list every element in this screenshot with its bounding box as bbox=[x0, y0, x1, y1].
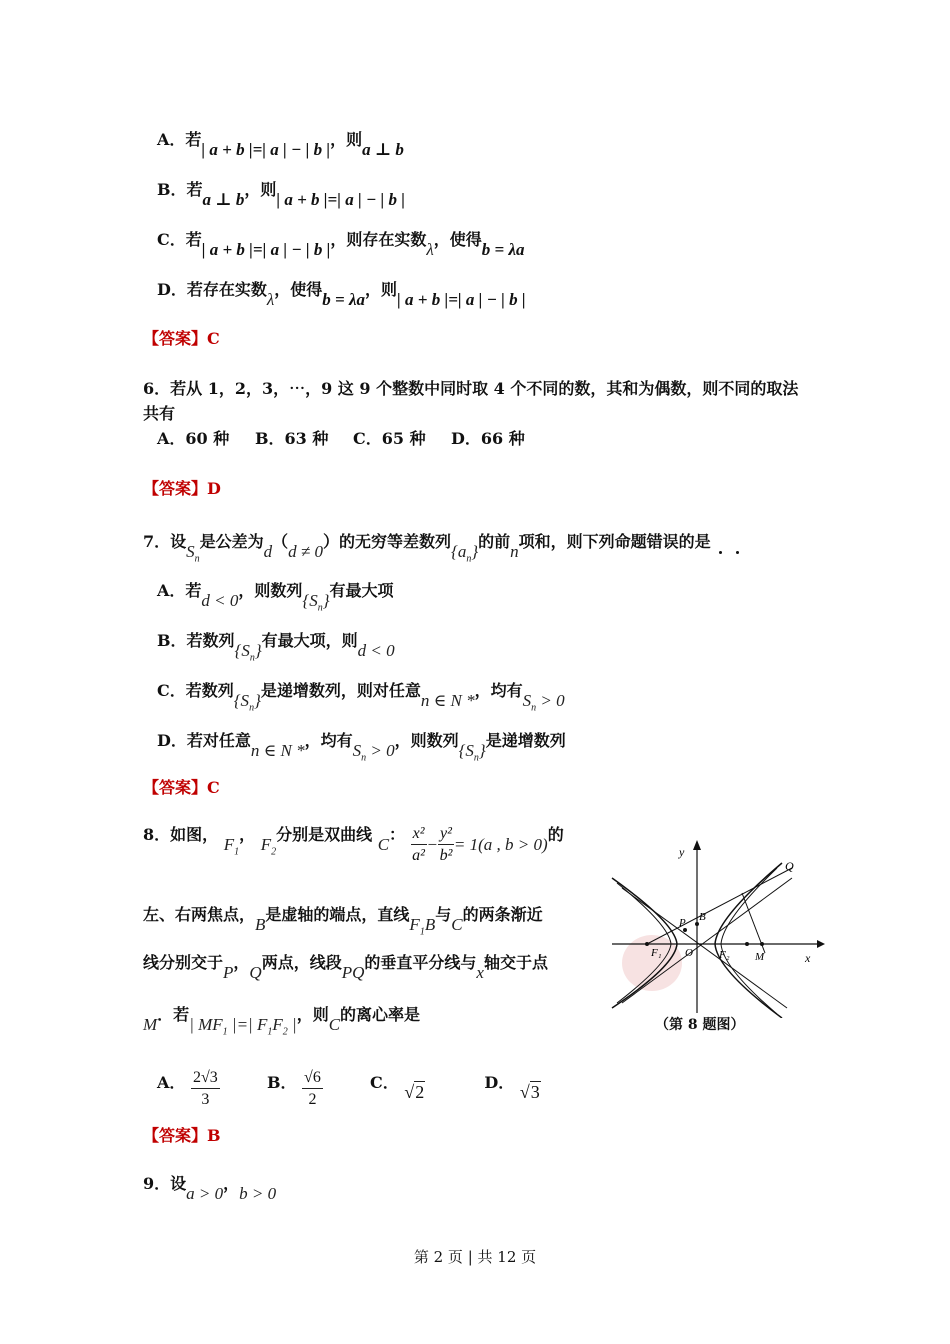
math: PQ bbox=[341, 963, 365, 982]
q8-line1: 8．如图， $F_1$， $F_2$分别是双曲线 C： $\frac{\text{x²}}{\text{a²}}$ − $\frac{\text{y²}}{\text{b²}}$ = 1(a , b > 0)的 bbox=[143, 814, 564, 857]
math: $S_n$ bbox=[186, 542, 200, 565]
math: $\{S_n\}$ bbox=[233, 691, 261, 714]
q5-option-b: B．若a ⊥ b，则| a + b |=| a | − | b | bbox=[157, 180, 406, 209]
q6-option-c: C．65 种 bbox=[353, 429, 426, 448]
math: Q bbox=[249, 963, 262, 982]
math: b = λa bbox=[322, 290, 366, 309]
math: n ∈ N * bbox=[420, 691, 475, 710]
math: = 1(a , b > 0) bbox=[453, 835, 548, 854]
math: $S_n > 0$ bbox=[522, 691, 565, 714]
label-q: Q bbox=[785, 859, 794, 873]
fraction-x2-a2: $\frac{\text{x²}}{\text{a²}}$ bbox=[412, 825, 425, 864]
math: | a + b |=| a | − | b | bbox=[276, 190, 406, 209]
q7-option-c: C．若数列$\{S_n\}$是递增数列，则对任意n ∈ N *，均有$S_n > 0$ bbox=[157, 681, 565, 714]
q5-option-a: A．若| a + b |=| a | − | b |，则a ⊥ b bbox=[157, 130, 404, 159]
option-a-fraction: $\frac{2√3}{3}$ bbox=[193, 1069, 218, 1108]
q7-option-b: B．若数列$\{S_n\}$有最大项，则d < 0 bbox=[157, 631, 395, 664]
label-x: x bbox=[805, 951, 811, 965]
math: $F_1B$ bbox=[409, 915, 436, 938]
q5-option-c: C．若| a + b |=| a | − | b |，则存在实数λ，使得b = λa bbox=[157, 230, 525, 259]
math: | a + b |=| a | − | b | bbox=[201, 140, 331, 159]
math: $F_2$ bbox=[260, 835, 277, 858]
math: a > 0 bbox=[186, 1184, 224, 1203]
q7-option-d: D．若对任意n ∈ N *，均有$S_n > 0$，则数列$\{S_n\}$是递增数列 bbox=[157, 731, 566, 764]
q9-stem: 9．设a > 0，b > 0 bbox=[143, 1174, 277, 1203]
q7-option-a: A．若d < 0，则数列$\{S_n\}$有最大项 bbox=[157, 581, 394, 614]
q6-option-a: A．60 种 bbox=[157, 429, 230, 448]
math: $\{S_n\}$ bbox=[302, 591, 330, 614]
point-m bbox=[760, 942, 764, 946]
math: C bbox=[377, 835, 390, 854]
label-f1: F₁ bbox=[651, 947, 662, 959]
math: n ∈ N * bbox=[250, 741, 305, 760]
label-b: B bbox=[699, 911, 706, 923]
math: P bbox=[223, 963, 234, 982]
y-axis-arrow bbox=[693, 840, 701, 850]
q6-stem-line1: 6．若从 1，2，3，⋯，9 这 9 个整数中同时取 4 个不同的数，其和为偶数，则不同的取法 bbox=[143, 379, 799, 398]
math: $\{a_n\}$ bbox=[451, 542, 479, 565]
math: a ⊥ b bbox=[202, 190, 245, 209]
math: d < 0 bbox=[201, 591, 239, 610]
q5-option-d: D．若存在实数λ，使得b = λa，则| a + b |=| a | − | b | bbox=[157, 280, 526, 309]
answer-5: 【答案】C bbox=[143, 329, 220, 348]
page-footer: 第 2 页 | 共 12 页 bbox=[413, 1248, 537, 1266]
point-f2 bbox=[745, 942, 749, 946]
q6-options bbox=[157, 426, 525, 449]
q8-options: A． $\frac{2√3}{3}$ B． $\frac{√6}{2}$ C． √2 D． √3 bbox=[157, 1062, 541, 1105]
x-axis-arrow bbox=[817, 940, 825, 948]
math: b > 0 bbox=[239, 1184, 277, 1203]
math: | $MF_1$ |=| $F_1F_2$ | bbox=[189, 1015, 297, 1038]
math: | a + b |=| a | − | b | bbox=[201, 240, 331, 259]
math: $\{S_n\}$ bbox=[458, 741, 486, 764]
figure-caption: （第 8 题图） bbox=[655, 1017, 745, 1033]
math: C bbox=[451, 915, 463, 934]
answer-7: 【答案】C bbox=[143, 778, 220, 797]
fraction-y2-b2: $\frac{\text{y²}}{\text{b²}}$ bbox=[439, 825, 453, 864]
point-f1 bbox=[645, 942, 649, 946]
math: d < 0 bbox=[357, 641, 395, 660]
q7-stem: 7．设$S_n$是公差为d（d ≠ 0）的无穷等差数列$\{a_n\}$的前n项和，则下列命题错误的是 bbox=[143, 532, 711, 565]
q6-option-d: D．66 种 bbox=[451, 429, 525, 448]
line-f1-b-q bbox=[647, 868, 792, 944]
math: d bbox=[263, 542, 273, 561]
math: λ bbox=[426, 240, 434, 259]
label-o: O bbox=[685, 947, 693, 959]
math: C bbox=[328, 1015, 341, 1034]
label-m: M bbox=[755, 951, 765, 963]
hyperbola-figure bbox=[607, 838, 827, 1038]
math: a ⊥ b bbox=[362, 140, 404, 159]
q8-line4: M．若| $MF_1$ |=| $F_1F_2$ |，则C的离心率是 bbox=[143, 1005, 421, 1038]
math: n bbox=[510, 542, 519, 561]
label-p: P bbox=[679, 917, 686, 929]
math: λ bbox=[266, 290, 275, 309]
answer-8: 【答案】B bbox=[143, 1126, 221, 1145]
math: M bbox=[143, 1015, 158, 1034]
emphasis-dots bbox=[717, 551, 747, 557]
math: b = λa bbox=[481, 240, 525, 259]
label-f2: F₂ bbox=[719, 949, 730, 961]
math: x bbox=[476, 963, 484, 982]
q8-line2: 左、右两焦点，B是虚轴的端点，直线$F_1B$与C的两条渐近 bbox=[143, 905, 543, 938]
right-branch bbox=[715, 863, 782, 1018]
hyperbola-diagram bbox=[607, 838, 827, 1018]
math: | a + b |=| a | − | b | bbox=[397, 290, 526, 309]
option-b-fraction: $\frac{√6}{2}$ bbox=[304, 1069, 321, 1108]
option-c-sqrt: √2 bbox=[404, 1082, 425, 1102]
math: $S_n > 0$ bbox=[352, 741, 395, 764]
math: B bbox=[255, 915, 266, 934]
answer-6: 【答案】D bbox=[143, 479, 221, 498]
q6-option-b: B．63 种 bbox=[255, 429, 329, 448]
math: d ≠ 0 bbox=[288, 542, 324, 561]
math: $\{S_n\}$ bbox=[234, 641, 262, 664]
q6-stem-line2: 共有 bbox=[143, 404, 176, 423]
option-d-sqrt: √3 bbox=[519, 1082, 540, 1102]
math: $F_1$ bbox=[223, 835, 240, 858]
q8-line3: 线分别交于P，Q两点，线段PQ的垂直平分线与x轴交于点 bbox=[143, 953, 548, 982]
label-y: y bbox=[679, 845, 685, 859]
